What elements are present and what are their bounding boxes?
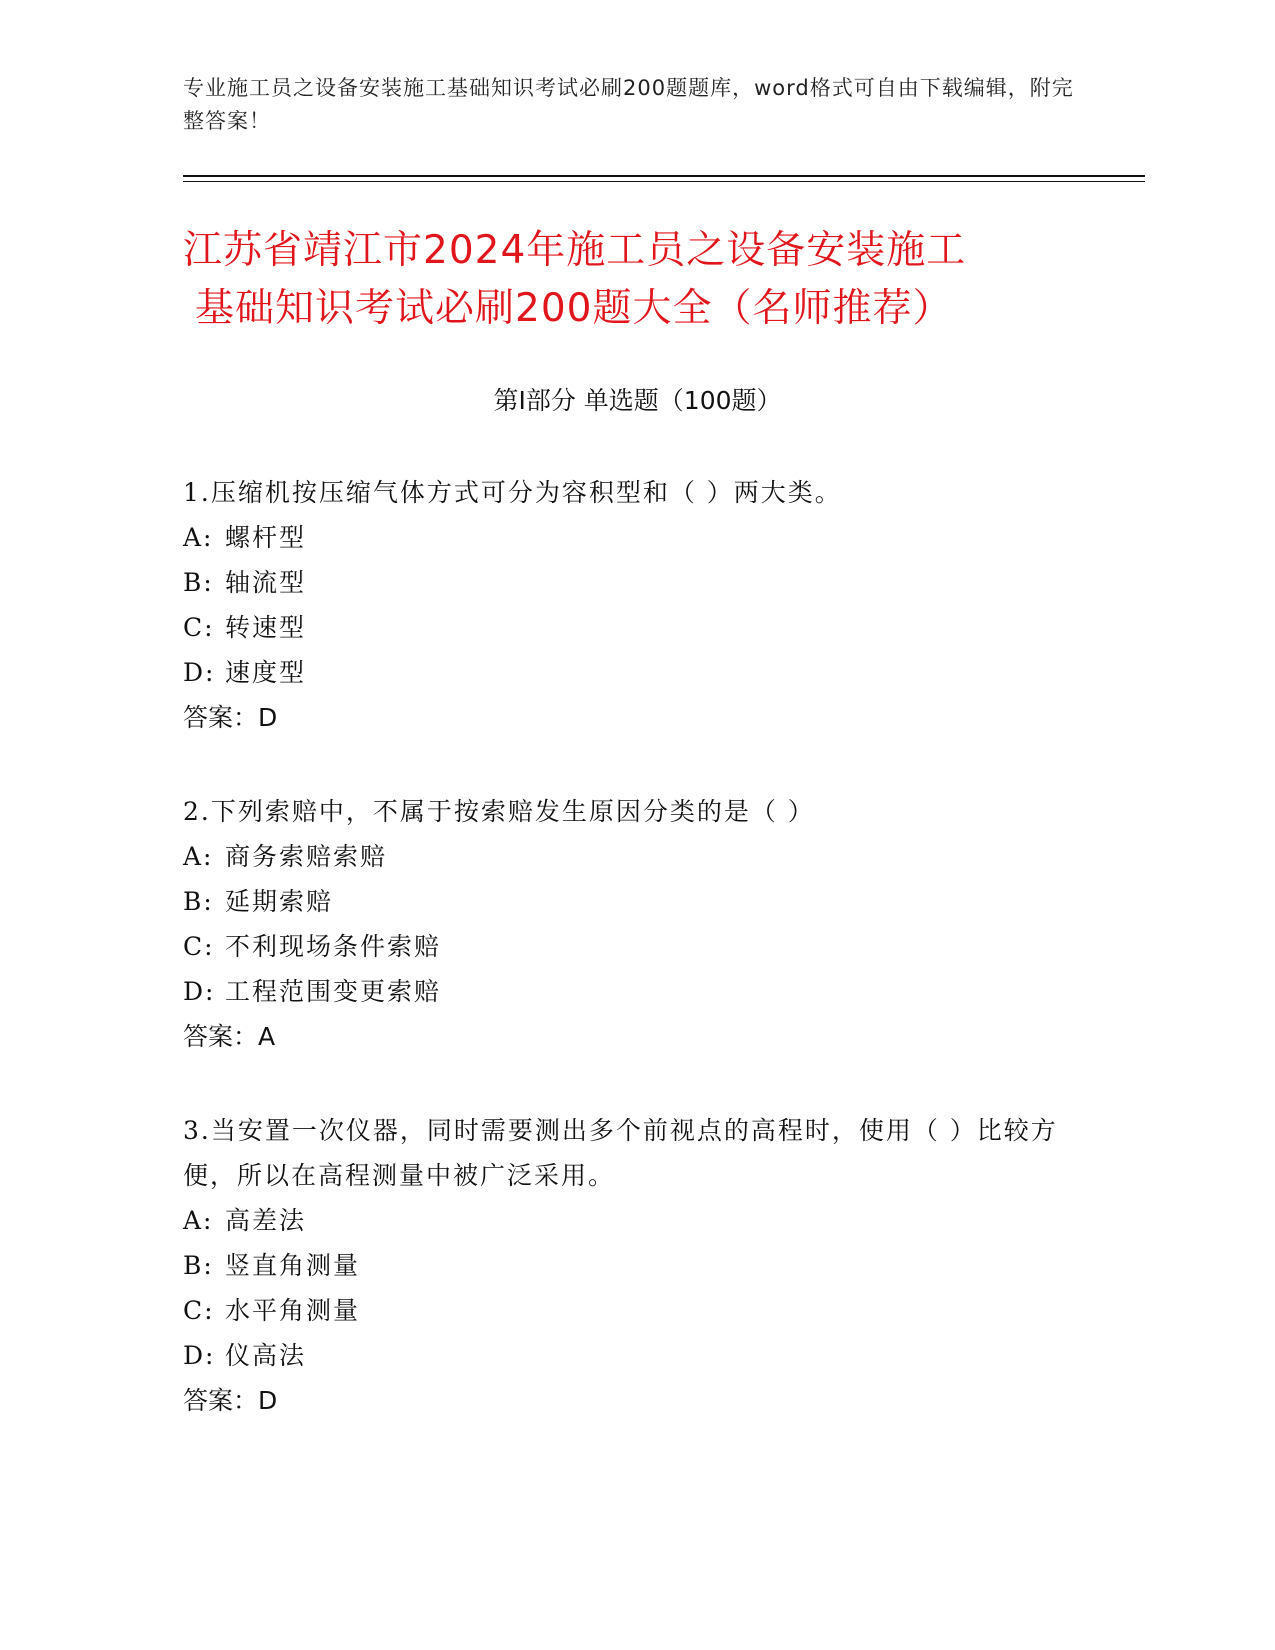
option-text: 仪高法 bbox=[225, 1341, 307, 1370]
answer-line: 答案：D bbox=[183, 1386, 278, 1415]
option-text: 工程范围变更索赔 bbox=[225, 977, 442, 1006]
option-a bbox=[183, 1198, 1103, 1243]
document-title-line-2: 基础知识考试必刷200题大全（名师推荐） bbox=[195, 286, 953, 331]
option-text: 高差法 bbox=[225, 1206, 307, 1235]
question-list bbox=[183, 470, 1103, 1472]
section-title: 第I部分 单选题（100题） bbox=[493, 386, 782, 415]
answer-line: 答案：A bbox=[183, 1022, 276, 1051]
option-key: B: bbox=[183, 568, 214, 597]
option-text: 竖直角测量 bbox=[225, 1251, 361, 1280]
header-divider-thick bbox=[183, 175, 1145, 177]
question-stem: 1.压缩机按压缩气体方式可分为容积型和（ ）两大类。 bbox=[183, 478, 842, 507]
option-key: A: bbox=[183, 523, 214, 552]
option-text: 水平角测量 bbox=[225, 1296, 361, 1325]
option-c bbox=[183, 605, 1103, 650]
header-note: 专业施工员之设备安装施工基础知识考试必刷200题题库，word格式可自由下载编辑，附完整答案！ bbox=[183, 76, 1074, 133]
option-text: 转速型 bbox=[225, 613, 307, 642]
option-key: D: bbox=[183, 1341, 216, 1370]
option-text: 延期索赔 bbox=[225, 887, 334, 916]
option-key: B: bbox=[183, 887, 214, 916]
option-key: A: bbox=[183, 842, 214, 871]
answer-line: 答案：D bbox=[183, 703, 278, 732]
option-d bbox=[183, 969, 1103, 1014]
document-title bbox=[183, 222, 1083, 338]
question-stem: 3.当安置一次仪器，同时需要测出多个前视点的高程时，使用（ ）比较方便，所以在高程测量中被广泛采用。 bbox=[183, 1116, 1058, 1190]
option-d bbox=[183, 650, 1103, 695]
option-c bbox=[183, 1288, 1103, 1333]
option-key: C: bbox=[183, 932, 215, 961]
option-b bbox=[183, 560, 1103, 605]
option-d bbox=[183, 1333, 1103, 1378]
option-key: C: bbox=[183, 1296, 215, 1325]
option-text: 轴流型 bbox=[225, 568, 307, 597]
option-key: A: bbox=[183, 1206, 214, 1235]
option-text: 不利现场条件索赔 bbox=[225, 932, 442, 961]
option-c bbox=[183, 924, 1103, 969]
question-2 bbox=[183, 789, 1103, 1059]
option-text: 商务索赔索赔 bbox=[225, 842, 388, 871]
question-stem: 2.下列索赔中，不属于按索赔发生原因分类的是（ ） bbox=[183, 797, 815, 826]
option-a bbox=[183, 515, 1103, 560]
option-key: D: bbox=[183, 977, 216, 1006]
option-b bbox=[183, 879, 1103, 924]
option-text: 螺杆型 bbox=[225, 523, 307, 552]
option-text: 速度型 bbox=[225, 658, 307, 687]
question-1 bbox=[183, 470, 1103, 740]
option-key: D: bbox=[183, 658, 216, 687]
header-divider-thin bbox=[183, 181, 1145, 182]
question-3 bbox=[183, 1108, 1103, 1423]
option-b bbox=[183, 1243, 1103, 1288]
document-title-line-1: 江苏省靖江市2024年施工员之设备安装施工 bbox=[183, 228, 967, 273]
option-key: B: bbox=[183, 1251, 214, 1280]
option-a bbox=[183, 834, 1103, 879]
option-key: C: bbox=[183, 613, 215, 642]
